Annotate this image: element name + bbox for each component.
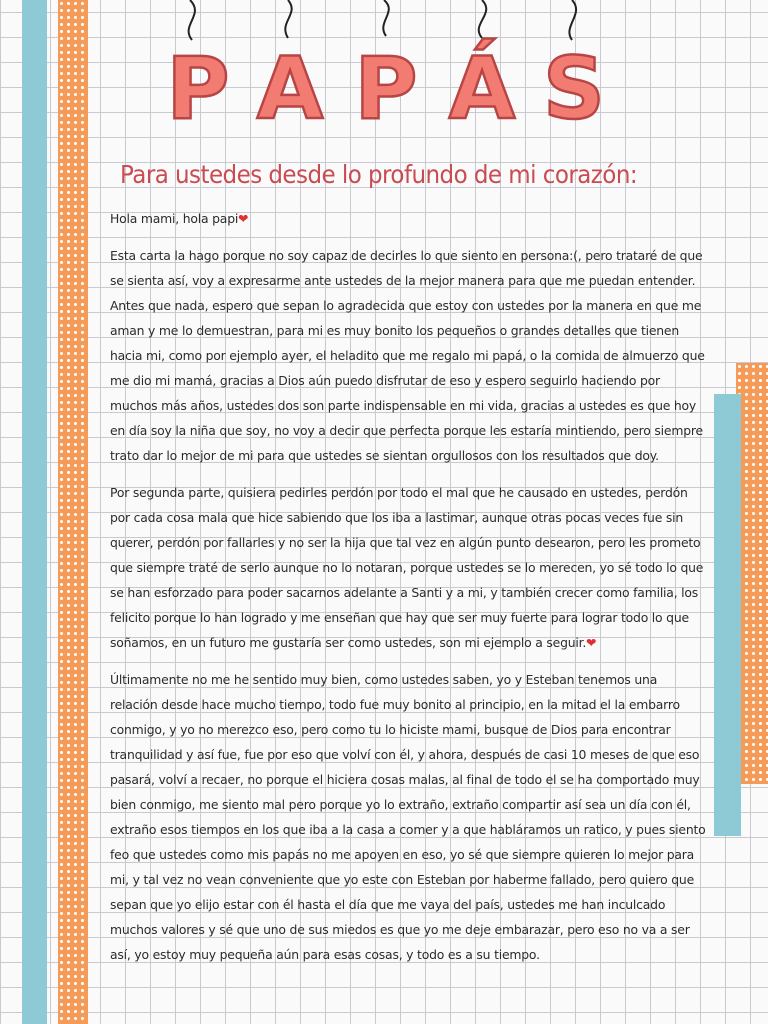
blue-stripe-right	[714, 394, 741, 836]
greeting-text: Hola mami, hola papi	[110, 211, 239, 226]
letter-greeting	[110, 206, 708, 231]
title-banner	[160, 0, 610, 140]
heart-icon: ❤	[238, 211, 249, 226]
title-letter: A	[256, 39, 324, 139]
letter-subtitle: Para ustedes desde lo profundo de mi corazón:	[120, 160, 638, 189]
title-letter: Á	[448, 39, 516, 139]
title-letter: P	[166, 39, 230, 139]
letter-paragraph-2	[110, 480, 708, 655]
heart-icon: ❤	[586, 635, 597, 650]
title-letter: P	[354, 39, 418, 139]
paragraph-2-text: Por segunda parte, quisiera pedirles perdón por todo el mal que he causado en ustedes, perdón por cada cosa mala que hice sabiendo que los iba a lastimar, aunque otras pocas veces fue sin querer, perdón por fallarles y no ser la hija que tal vez en algún punto desearon, pero les prometo que siempre traté de serlo aunque no lo notaran, porque ustedes se lo merecen, yo sé todo lo que se han esforzado para poder sacarnos adelante a Santi y a mi, y también crecer como familia, los felicito porque lo han logrado y me enseñan que hay que ser muy fuerte para lograr todo lo que soñamos, en un futuro me gustaría ser como ustedes, son mi ejemplo a seguir.	[110, 485, 704, 650]
orange-dotted-stripe-left	[58, 0, 88, 1024]
letter-paragraph-1: Esta carta la hago porque no soy capaz de decirles lo que siento en persona:(, pero trataré de que se sienta así, voy a expresarme ante ustedes de la mejor manera para que me puedan entender. Antes que nada, espero que sepan lo agradecida que estoy con ustedes por la manera en que me aman y me lo demuestran, para mi es muy bonito los pequeños o grandes detalles que tienen hacia mi, como por ejemplo ayer, el heladito que me regalo mi papá, o la comida de almuerzo que me dio mi mamá, gracias a Dios aún puedo disfrutar de eso y espero seguirlo haciendo por muchos más años, ustedes dos son parte indispensable en mi vida, gracias a ustedes es que hoy en día soy la niña que soy, no voy a decir que perfecta porque les estaría mintiendo, pero siempre trato dar lo mejor de mi para que ustedes se sientan orgullosos con los resultados que doy.	[110, 248, 705, 463]
banner-strings	[189, 0, 576, 40]
letter-paragraph-3: Últimamente no me he sentido muy bien, como ustedes saben, yo y Esteban tenemos una relación desde hace mucho tiempo, todo fue muy bonito al principio, en la mitad el la embarro conmigo, y yo no merezco eso, pero como tu lo hiciste mami, busque de Dios para encontrar tranquilidad y así fue, fue por eso que volví con él, y ahora, después de casi 10 meses de que eso pasará, volví a recaer, no porque el hiciera cosas malas, al final de todo el se ha comportado muy bien conmigo, me siento mal pero porque yo lo extraño, extraño compartir así sea un día con él, extraño esos tiempos en los que iba a la casa a comer y a que habláramos un ratico, y pues siento feo que ustedes como mis papás no me apoyen en eso, yo sé que siempre quieren lo mejor para mi, y tal vez no vean conveniente que yo este con Esteban por haberme fallado, pero quiero que sepan que yo elijo estar con él hasta el día que me vaya del país, ustedes me han inculcado muchos valores y sé que uno de sus miedos es que yo me deje embarazar, pero eso no va a ser así, yo estoy muy pequeña aún para esas cosas, y todo es a su tiempo.	[110, 672, 706, 962]
letter-body	[110, 206, 708, 979]
blue-stripe-left	[22, 0, 47, 1024]
title-letter: S	[543, 39, 605, 139]
